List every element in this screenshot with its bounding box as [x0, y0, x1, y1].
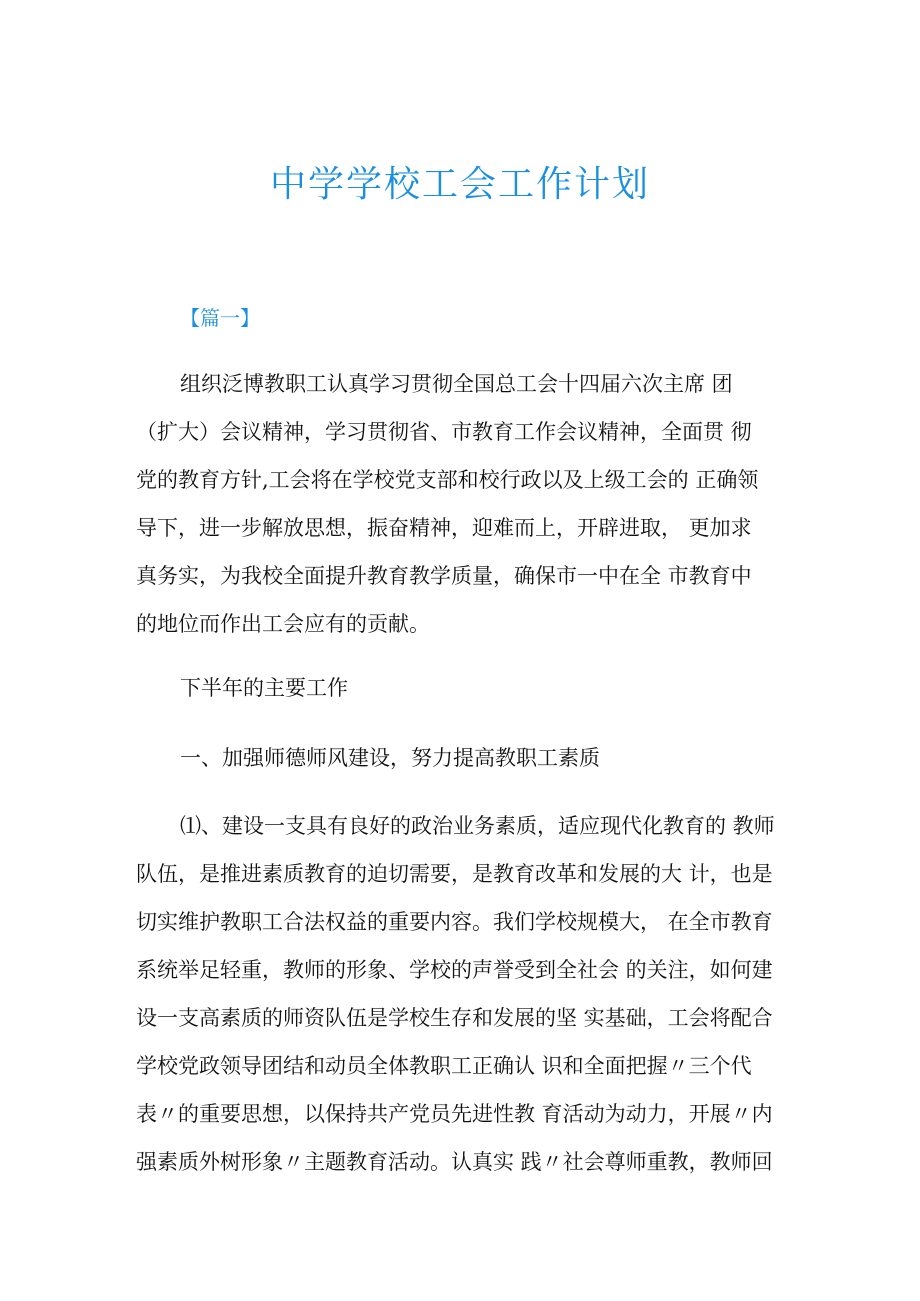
- paragraph-item-one: [136, 802, 796, 1186]
- section-label: 【篇一】: [180, 306, 260, 330]
- paragraph-line: 强素质外树形象〃主题教育活动。认真实 践〃社会尊师重教，教师回: [136, 1150, 773, 1174]
- paragraph-line: 真务实，为我校全面提升教育教学质量，确保市一中在全 市教育中: [136, 564, 752, 588]
- paragraph-line: 组织泛博教职工认真学习贯彻全国总工会十四届六次主席 团: [180, 372, 733, 396]
- heading-text: 下半年的主要工作: [180, 676, 348, 700]
- paragraph-line: 表〃的重要思想，以保持共产党员先进性教 育活动为动力，开展〃内: [136, 1102, 773, 1126]
- paragraph-line: 导下，进一步解放思想，振奋精神，迎难而上，开辟进取， 更加求: [136, 516, 752, 540]
- document-title: 中学学校工会工作计划: [269, 164, 650, 205]
- paragraph-line: ⑴、建设一支具有良好的政治业务素质，适应现代化教育的 教师: [180, 814, 775, 838]
- paragraph-line: 的地位而作出工会应有的贡献。: [136, 612, 430, 636]
- heading-main-work: [136, 664, 796, 712]
- paragraph-line: 系统举足轻重，教师的形象、学校的声誉受到全社会 的关注，如何建: [136, 958, 773, 982]
- paragraph-line: （扩大）会议精神，学习贯彻省、市教育工作会议精神，全面贯 彻: [136, 420, 752, 444]
- heading-text: 一、加强师德师风建设，努力提高教职工素质: [180, 746, 600, 770]
- paragraph-intro: [136, 360, 796, 648]
- paragraph-line: 学校党政领导团结和动员全体教职工正确认 识和全面把握〃三个代: [136, 1054, 752, 1078]
- paragraph-line: 设一支高素质的师资队伍是学校生存和发展的坚 实基础，工会将配合: [136, 1006, 773, 1030]
- paragraph-line: 切实维护教职工合法权益的重要内容。我们学校规模大， 在全市教育: [136, 910, 773, 934]
- heading-section-one: [136, 734, 796, 782]
- paragraph-line: 党的教育方针,工会将在学校党支部和校行政以及上级工会的 正确领: [136, 468, 759, 492]
- paragraph-line: 队伍，是推进素质教育的迫切需要，是教育改革和发展的大 计，也是: [136, 862, 773, 886]
